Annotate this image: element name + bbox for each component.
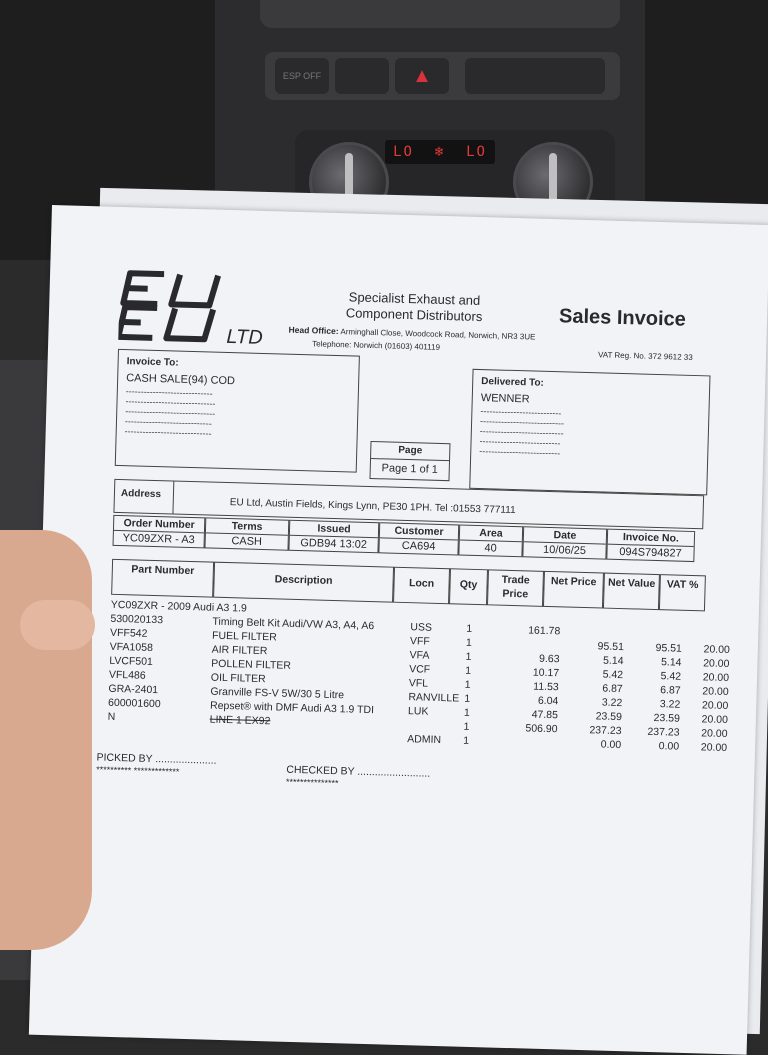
line-net: 5.14 bbox=[602, 654, 624, 668]
logo-ltd-text: LTD bbox=[226, 325, 263, 349]
line-vat: 20.00 bbox=[702, 671, 730, 685]
line-qty: 1 bbox=[465, 650, 472, 663]
line-qty: 1 bbox=[464, 692, 471, 705]
line-netval: 95.51 bbox=[655, 642, 683, 655]
line-vat bbox=[686, 629, 730, 630]
field-value: CASH bbox=[205, 532, 287, 549]
col-label: VAT % bbox=[666, 578, 699, 592]
line-qty: 1 bbox=[463, 706, 470, 719]
field-value: 10/06/25 bbox=[523, 541, 605, 558]
telephone-line: Telephone: Norwich (01603) 401119 bbox=[312, 339, 441, 352]
line-desc: AIR FILTER bbox=[211, 643, 268, 658]
field-value: CA694 bbox=[379, 537, 457, 554]
page-label: Page bbox=[371, 442, 449, 461]
delivered-to-label: Delivered To: bbox=[481, 376, 544, 389]
console-button bbox=[335, 58, 389, 94]
line-netval: 3.22 bbox=[659, 698, 681, 711]
col-net-value bbox=[603, 573, 660, 611]
line-part: VFL486 bbox=[108, 668, 146, 682]
line-vat: 20.00 bbox=[703, 643, 731, 657]
line-item-rows bbox=[107, 613, 750, 757]
line-trade: 11.53 bbox=[533, 680, 559, 694]
col-vat bbox=[659, 574, 706, 611]
lcd-left-temp: LO bbox=[393, 144, 414, 160]
line-part: N bbox=[107, 710, 116, 723]
line-desc: Repset® with DMF Audi A3 1.9 TDI bbox=[209, 699, 375, 717]
invoice-to-value: CASH SALE(94) COD bbox=[126, 372, 236, 388]
vat-reg-number: VAT Reg. No. 372 9612 33 bbox=[597, 350, 693, 362]
col-trade-price bbox=[487, 569, 544, 607]
line-desc: LINE 1 EX92 bbox=[209, 713, 271, 728]
line-vat: 20.00 bbox=[701, 727, 728, 741]
col-net-price bbox=[543, 571, 604, 609]
climate-lcd: LO ❄ LO bbox=[385, 140, 495, 164]
console-button-row bbox=[265, 52, 620, 100]
line-trade: 161.78 bbox=[528, 624, 561, 638]
line-net: 95.51 bbox=[597, 640, 625, 654]
line-netval: 5.14 bbox=[660, 656, 682, 669]
col-label: Description bbox=[274, 573, 333, 587]
line-vat: 20.00 bbox=[702, 685, 729, 699]
company-line-1: Specialist Exhaust and bbox=[348, 289, 481, 308]
line-desc: POLLEN FILTER bbox=[211, 657, 292, 672]
line-trade: 506.90 bbox=[525, 722, 558, 736]
line-vat: 20.00 bbox=[701, 713, 729, 727]
invoice-to-label: Invoice To: bbox=[126, 356, 179, 369]
field-date bbox=[522, 526, 607, 559]
line-qty: 1 bbox=[463, 720, 470, 733]
line-netval: 6.87 bbox=[660, 684, 681, 697]
col-label: Trade Price bbox=[501, 573, 530, 601]
col-part-number bbox=[111, 559, 214, 598]
line-net: 5.42 bbox=[602, 668, 624, 682]
line-qty: 1 bbox=[464, 664, 472, 677]
line-net: 6.87 bbox=[602, 682, 623, 696]
line-desc: OIL FILTER bbox=[210, 671, 266, 686]
company-description bbox=[299, 288, 530, 326]
company-line-2: Component Distributors bbox=[345, 305, 483, 325]
line-locn: VFA bbox=[409, 649, 430, 662]
field-value: 40 bbox=[459, 540, 521, 557]
picked-by-line: PICKED BY ..................... bbox=[96, 751, 217, 767]
console-button-wide bbox=[465, 58, 605, 94]
line-desc: Timing Belt Kit Audi/VW A3, A4, A6 bbox=[212, 615, 375, 633]
line-netval: 5.42 bbox=[660, 670, 682, 683]
hazard-icon: ▲ bbox=[395, 58, 449, 94]
line-part: LVCF501 bbox=[109, 654, 154, 668]
line-locn: LUK bbox=[407, 705, 429, 718]
line-trade: 6.04 bbox=[537, 694, 559, 708]
col-label: Net Price bbox=[550, 575, 597, 589]
field-value: GDB94 13:02 bbox=[289, 535, 377, 552]
field-order-number bbox=[113, 515, 206, 549]
field-value: YC09ZXR - A3 bbox=[114, 530, 204, 548]
field-label: Order Number bbox=[123, 517, 195, 532]
infotainment-screen-edge bbox=[260, 0, 620, 28]
field-value: 094S794827 bbox=[607, 544, 693, 561]
delivered-to-box bbox=[469, 369, 710, 496]
page-value: Page 1 of 1 bbox=[381, 462, 439, 476]
field-label: Terms bbox=[231, 520, 263, 533]
field-issued bbox=[288, 520, 379, 554]
col-qty bbox=[449, 568, 488, 605]
field-customer bbox=[378, 522, 459, 555]
checked-by-line: CHECKED BY ......................... bbox=[286, 763, 431, 780]
hand bbox=[0, 530, 92, 950]
address-divider bbox=[172, 481, 174, 513]
address-label: Address bbox=[120, 488, 162, 501]
line-part: VFF542 bbox=[109, 626, 148, 640]
col-label: Qty bbox=[459, 578, 478, 592]
line-locn: VFF bbox=[409, 635, 430, 648]
delivered-to-blank-lines: --------------------------- ---------------------------- ---------------------------- --------------------------- --------------------------- bbox=[479, 406, 565, 459]
line-desc: Granville FS-V 5W/30 5 Litre bbox=[210, 685, 345, 702]
thumb bbox=[20, 600, 95, 650]
line-net: 237.23 bbox=[589, 724, 622, 738]
line-trade: 47.85 bbox=[531, 708, 559, 722]
line-part: GRA-2401 bbox=[108, 682, 159, 697]
line-locn: VCF bbox=[409, 663, 431, 676]
col-label: Part Number bbox=[131, 563, 195, 578]
col-locn bbox=[393, 567, 450, 605]
vehicle-text: YC09ZXR - 2009 Audi A3 1.9 bbox=[110, 598, 247, 615]
col-description bbox=[213, 562, 394, 603]
invoice-title: Sales Invoice bbox=[558, 305, 687, 331]
line-net: 3.22 bbox=[601, 696, 623, 710]
line-desc: FUEL FILTER bbox=[211, 629, 277, 644]
line-locn: ADMIN bbox=[407, 733, 442, 747]
field-label: Date bbox=[553, 529, 577, 542]
picked-by-stars: ********** ************* bbox=[96, 764, 180, 777]
address-value: EU Ltd, Austin Fields, Kings Lynn, PE30 1PH. Tel :01553 777111 bbox=[229, 497, 516, 517]
line-locn: RANVILLE bbox=[408, 691, 460, 705]
line-items bbox=[107, 599, 751, 757]
line-part: 530020133 bbox=[110, 612, 164, 627]
eu-logo bbox=[118, 267, 240, 344]
line-vat: 20.00 bbox=[700, 741, 728, 755]
line-netval: 0.00 bbox=[658, 740, 680, 753]
line-trade: 10.17 bbox=[532, 666, 560, 680]
field-label: Invoice No. bbox=[622, 531, 680, 545]
line-net: 0.00 bbox=[600, 738, 622, 752]
field-label: Area bbox=[479, 527, 503, 540]
line-qty: 1 bbox=[466, 622, 473, 635]
sales-invoice bbox=[29, 205, 768, 1055]
invoice-to-blank-lines: ----------------------------- ------------------------------ ------------------------------ ----------------------------- ----------------------------- bbox=[124, 386, 216, 439]
col-label: Locn bbox=[408, 577, 435, 590]
line-trade: 9.63 bbox=[538, 652, 560, 666]
head-office-block bbox=[288, 324, 536, 357]
line-vat: 20.00 bbox=[703, 657, 730, 671]
line-net: 23.59 bbox=[595, 710, 623, 724]
page-box bbox=[369, 441, 450, 481]
line-part: 600001600 bbox=[107, 696, 161, 711]
col-label: Net Value bbox=[607, 576, 656, 590]
line-netval: 237.23 bbox=[647, 725, 680, 739]
lcd-right-temp: LO bbox=[466, 144, 487, 160]
line-qty: 1 bbox=[464, 678, 471, 691]
field-invoice-no bbox=[606, 529, 695, 562]
field-area bbox=[458, 524, 523, 557]
field-label: Issued bbox=[317, 522, 351, 536]
line-locn: VFL bbox=[408, 677, 429, 690]
line-part: VFA1058 bbox=[109, 640, 154, 654]
line-locn: USS bbox=[410, 621, 433, 634]
checked-by-stars: *************** bbox=[285, 776, 339, 789]
delivered-to-value: WENNER bbox=[480, 392, 530, 406]
line-netval: 23.59 bbox=[653, 712, 681, 725]
field-label: Customer bbox=[394, 524, 444, 539]
line-qty: 1 bbox=[463, 734, 470, 747]
line-vat: 20.00 bbox=[701, 699, 729, 713]
head-office-address: Arminghall Close, Woodcock Road, Norwich, NR3 3UE bbox=[340, 327, 536, 342]
line-qty: 1 bbox=[465, 636, 472, 649]
invoice-to-box bbox=[115, 349, 360, 473]
esp-off-button: ESP OFF bbox=[275, 58, 329, 94]
field-terms bbox=[204, 517, 289, 550]
head-office-label: Head Office: bbox=[288, 324, 339, 337]
